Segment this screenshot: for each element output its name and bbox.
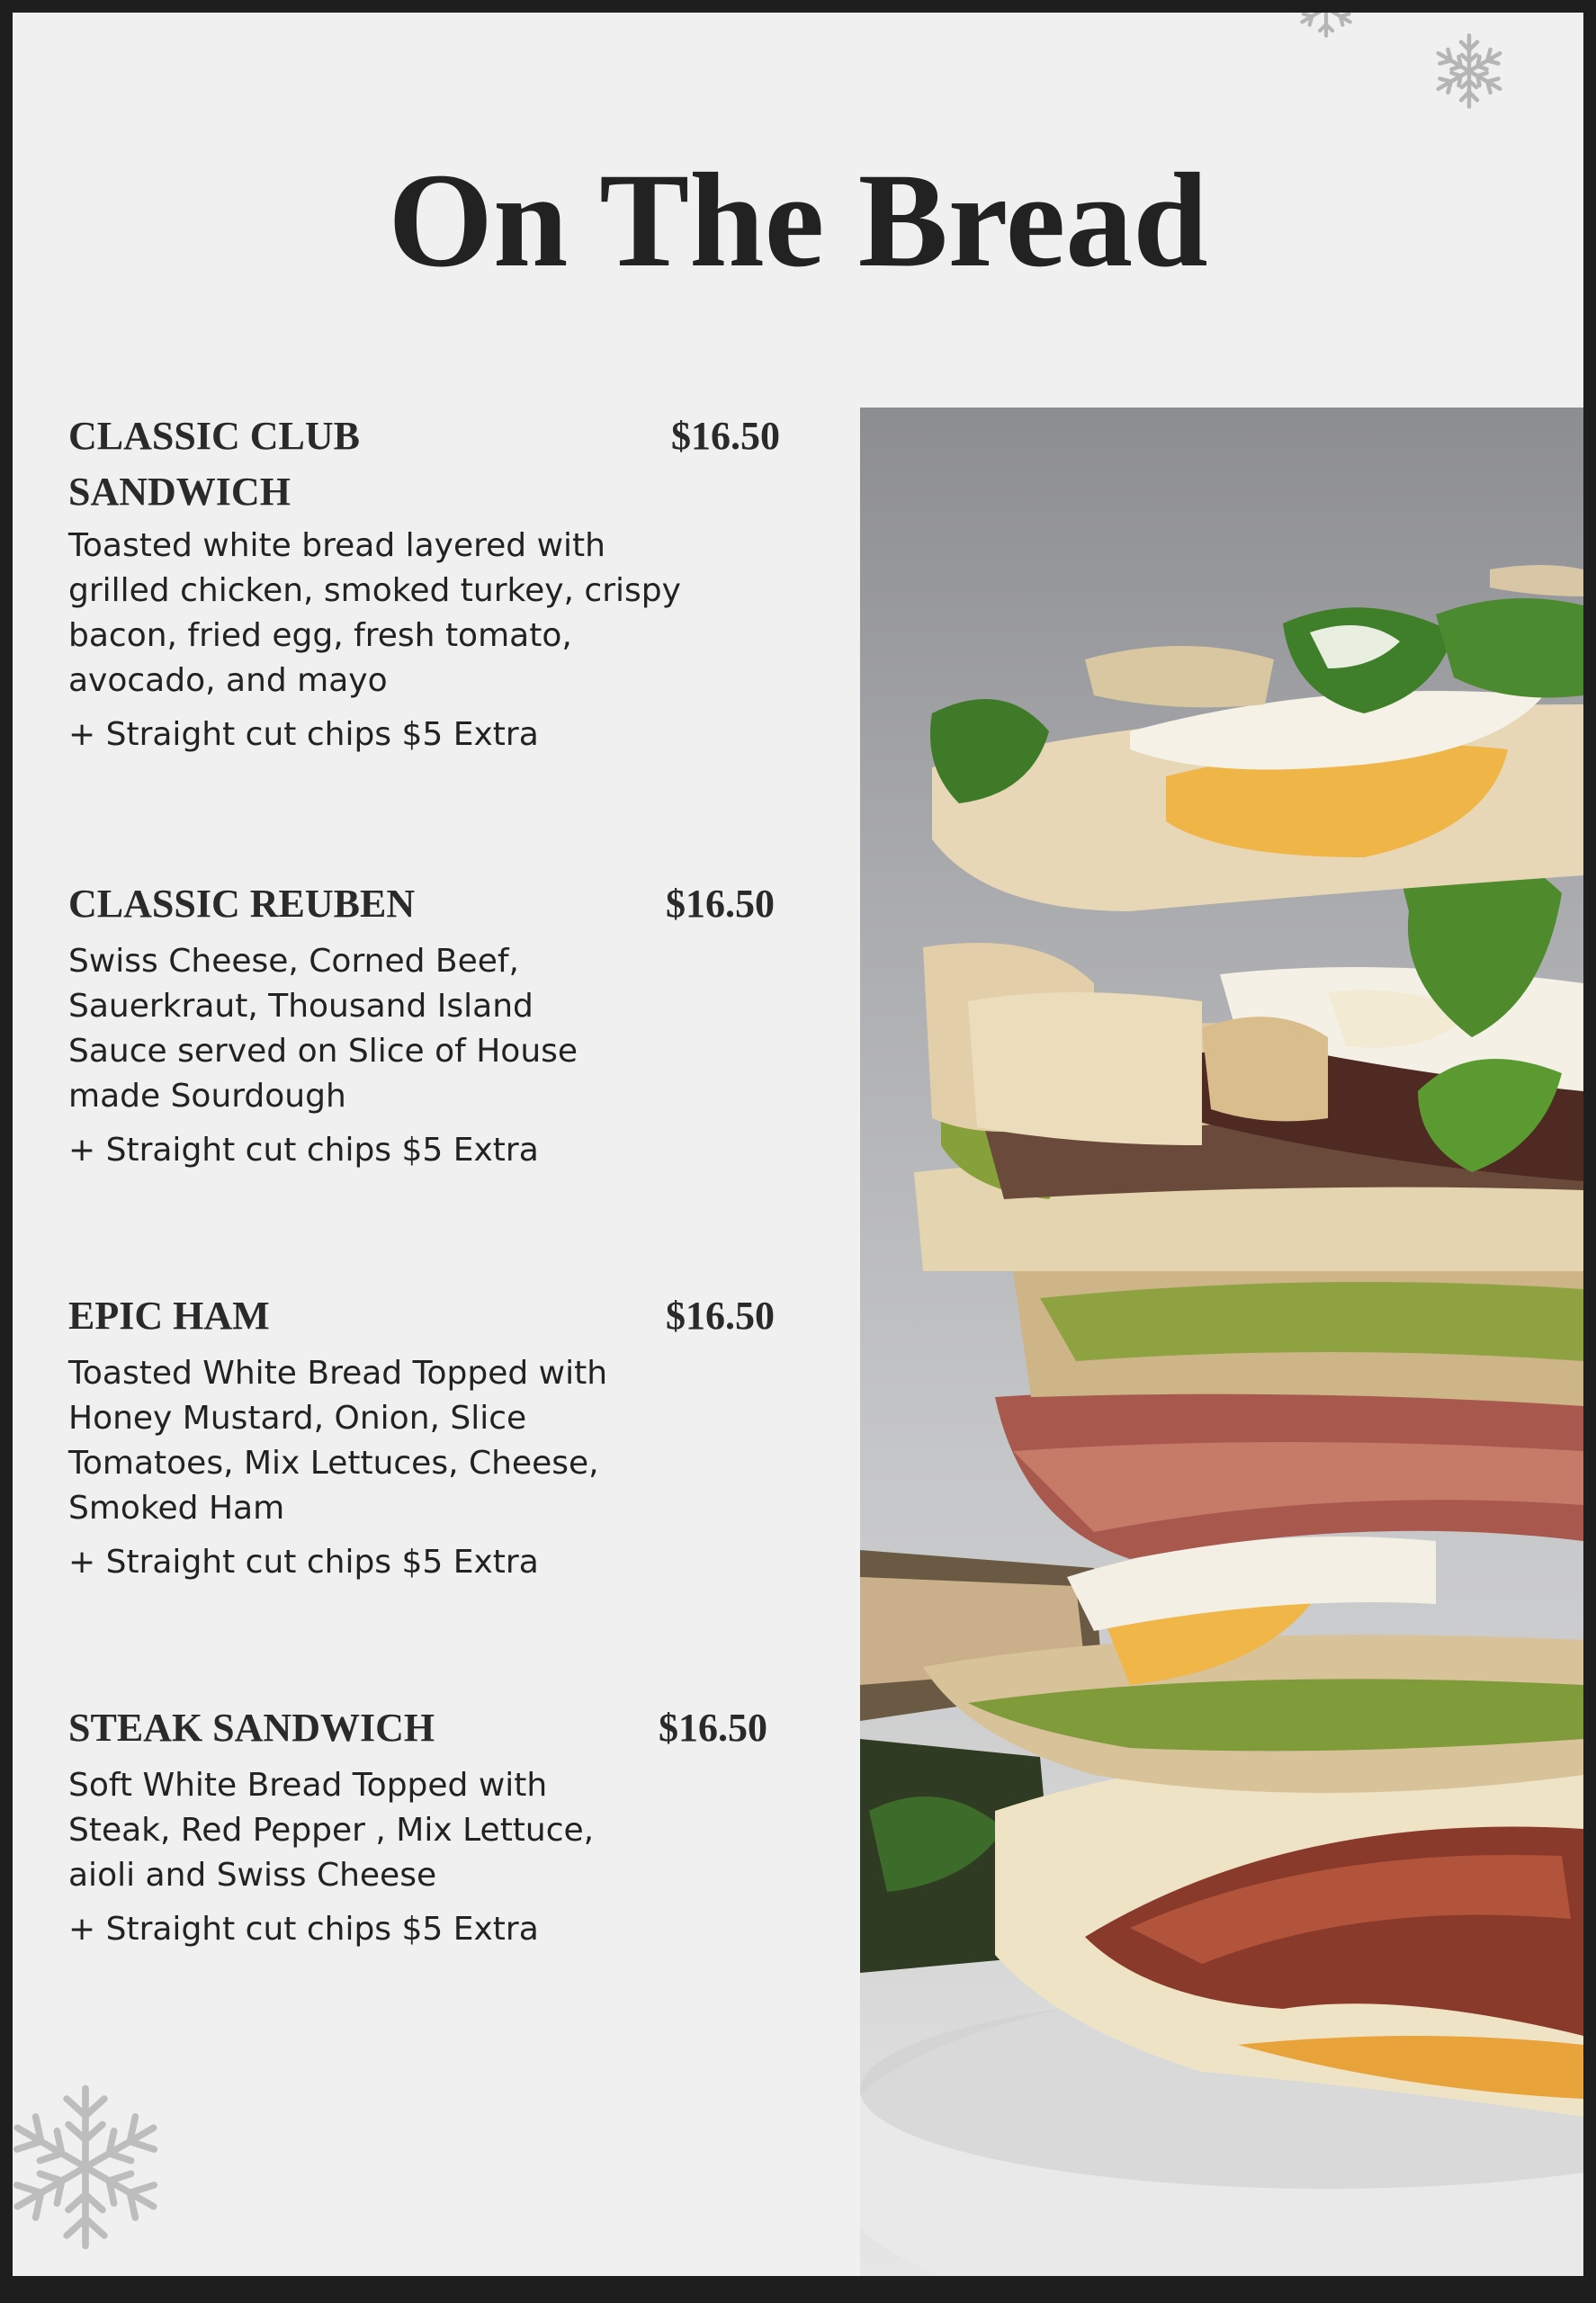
menu-item-price: $16.50: [671, 414, 780, 458]
sandwich-photo: [860, 408, 1583, 2276]
menu-item-description: Toasted white bread layered with grilled chicken, smoked turkey, crispy bacon, fried egg, fresh tomato, avocado, and mayo: [68, 527, 681, 699]
snowflake-icon: [1290, 13, 1362, 40]
snowflake-icon: [1429, 31, 1510, 112]
menu-item-price: $16.50: [666, 882, 775, 926]
menu-item-name: EPIC HAM: [68, 1294, 270, 1338]
menu-item-price: $16.50: [659, 1706, 767, 1750]
menu-item-steak-sandwich: [68, 1700, 815, 1952]
menu-item-classic-club: [68, 408, 815, 757]
menu-item-name: CLASSIC CLUB SANDWICH: [68, 414, 360, 514]
menu-item-price: $16.50: [666, 1294, 775, 1338]
page-title: On The Bread: [388, 146, 1208, 295]
snowflake-icon: [13, 2082, 171, 2253]
menu-item-description: Soft White Bread Topped with Steak, Red Pepper , Mix Lettuce, aioli and Swiss Cheese: [68, 1767, 595, 1894]
menu-item-extra: + Straight cut chips $5 Extra: [68, 716, 539, 753]
menu-item-name: STEAK SANDWICH: [68, 1706, 435, 1750]
menu-item-extra: + Straight cut chips $5 Extra: [68, 1132, 539, 1169]
club-sandwich-illustration: [860, 408, 1583, 2276]
menu-item-name: CLASSIC REUBEN: [68, 882, 416, 926]
menu-item-description: Swiss Cheese, Corned Beef, Sauerkraut, Thousand Island Sauce served on Slice of House made Sourdough: [68, 943, 578, 1115]
menu-item-classic-reuben: [68, 876, 815, 1173]
menu-item-extra: + Straight cut chips $5 Extra: [68, 1544, 539, 1581]
menu-item-extra: + Straight cut chips $5 Extra: [68, 1911, 539, 1948]
menu-item-epic-ham: [68, 1288, 815, 1585]
menu-item-description: Toasted White Bread Topped with Honey Mustard, Onion, Slice Tomatoes, Mix Lettuces, Cheese, Smoked Ham: [68, 1355, 608, 1527]
menu-page: [13, 13, 1583, 2276]
